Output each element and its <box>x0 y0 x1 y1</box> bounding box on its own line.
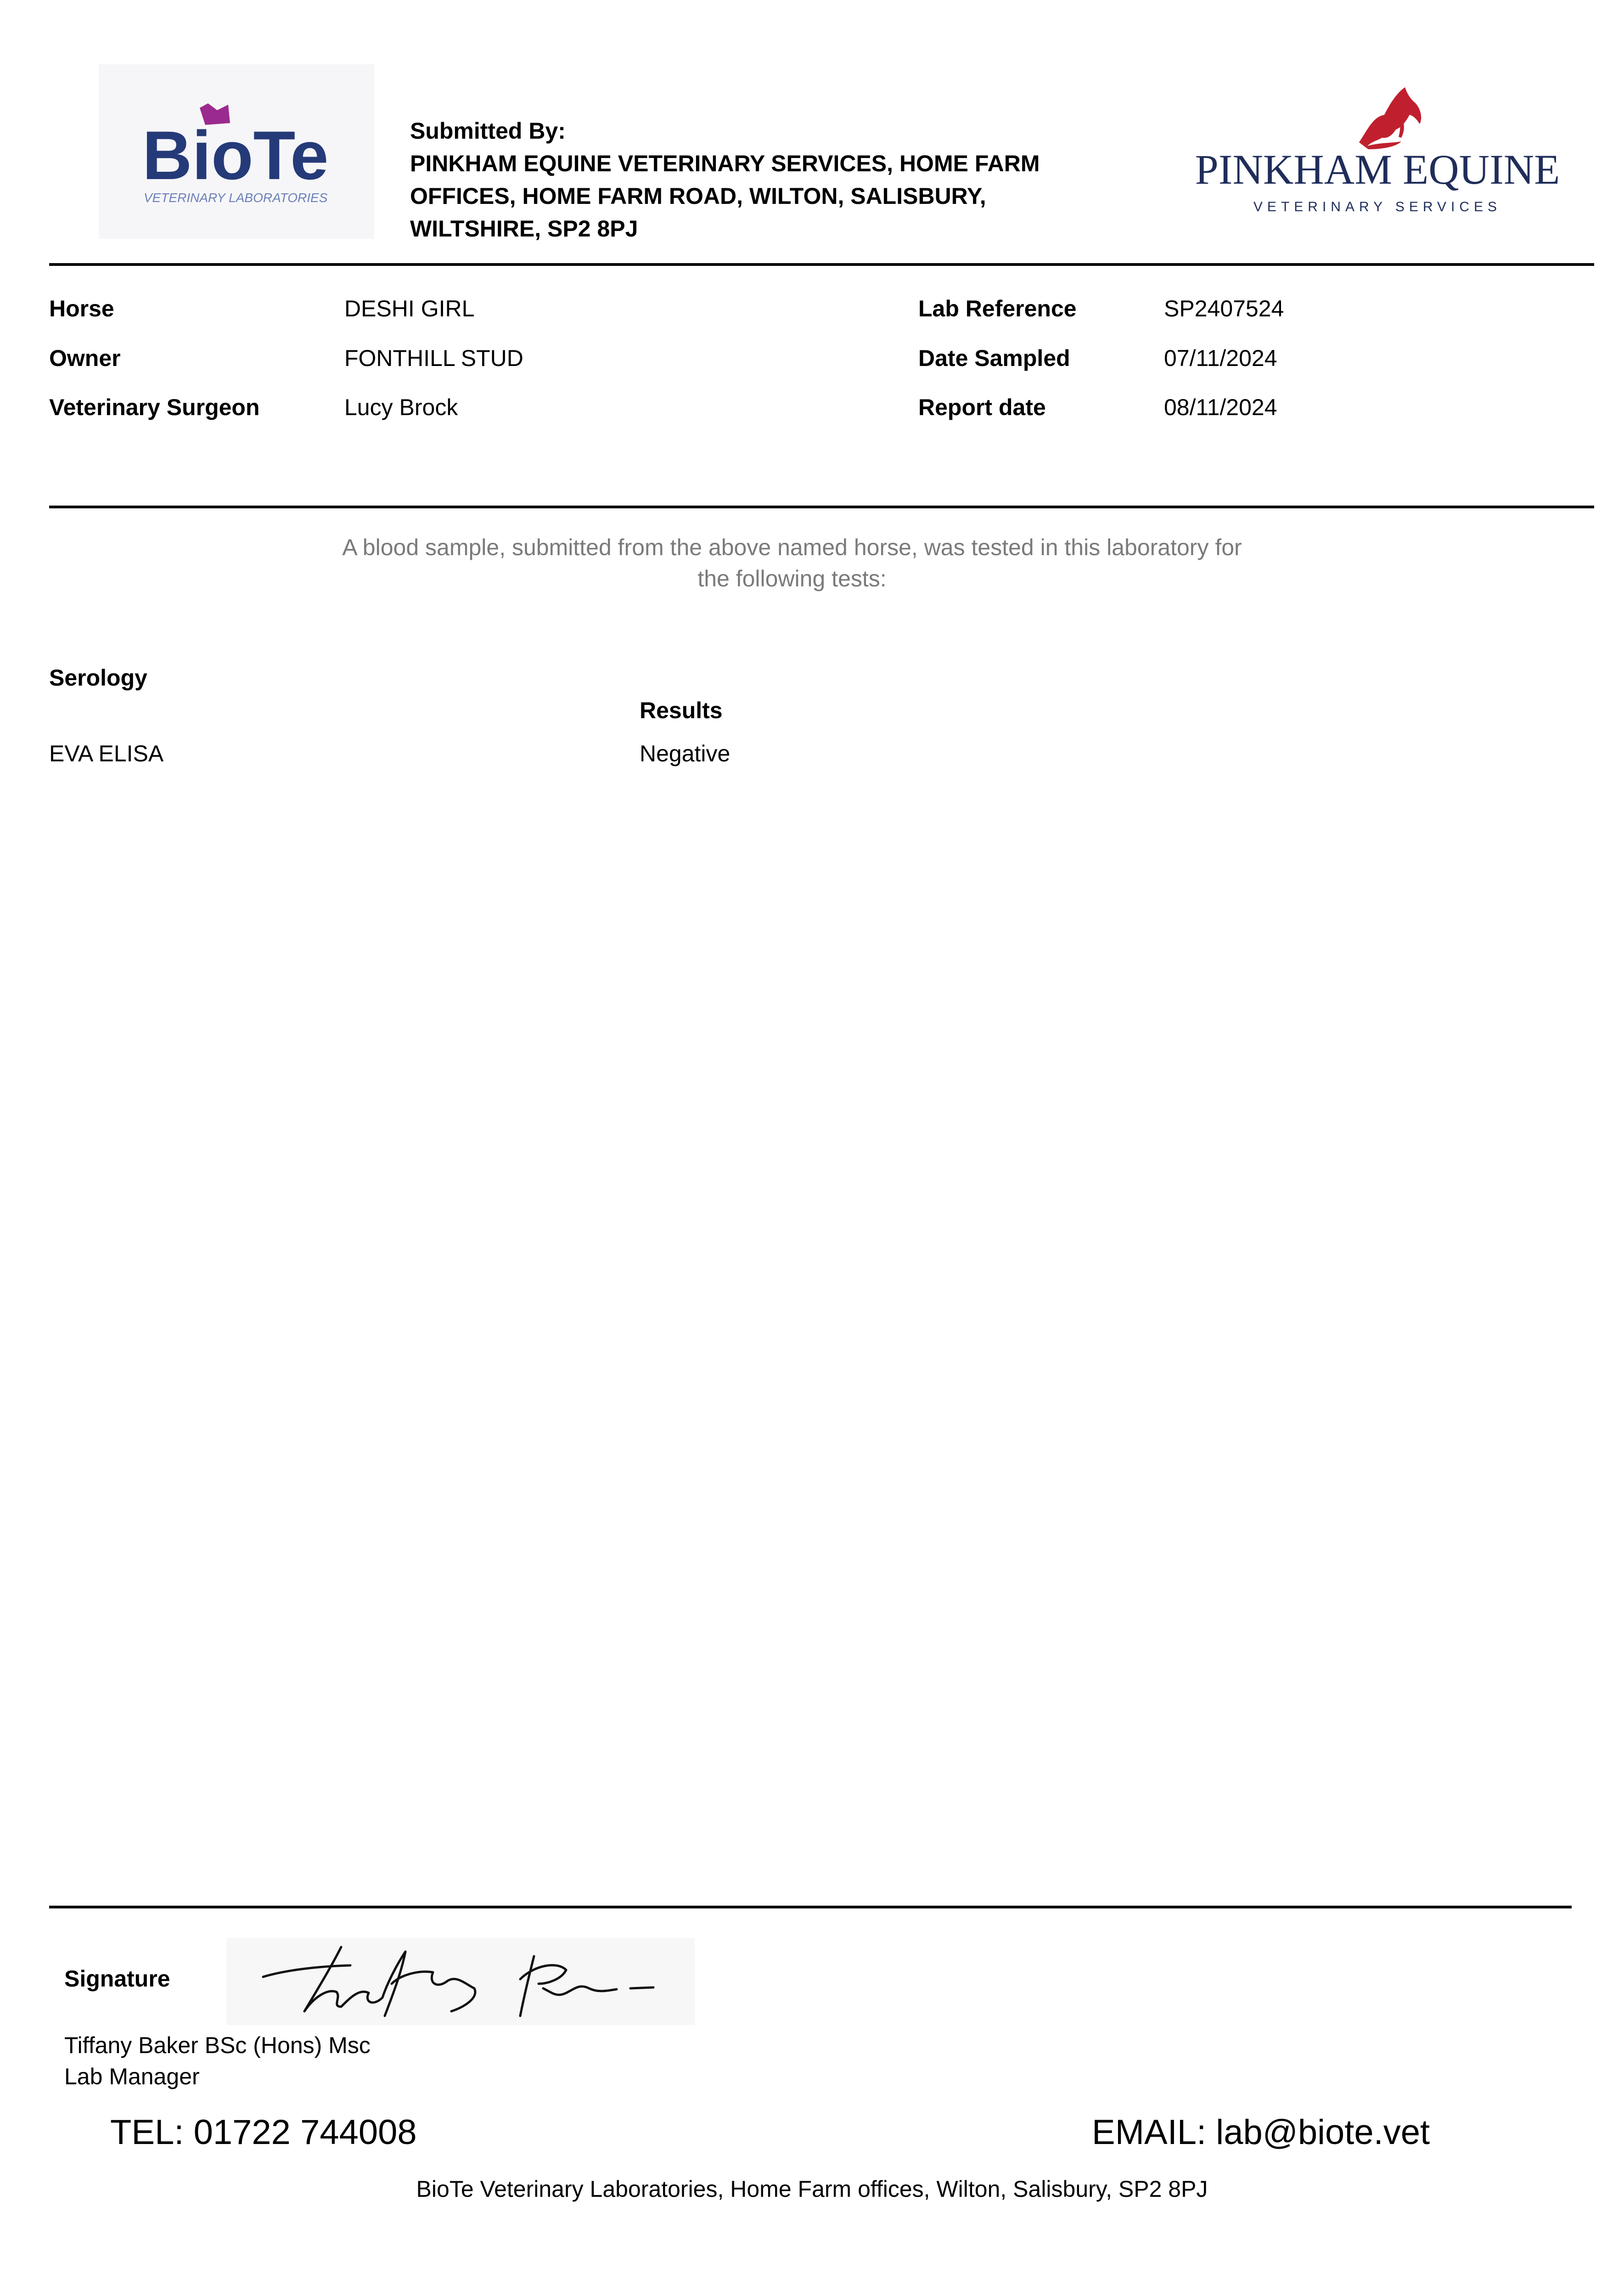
submitted-by-line: WILTSHIRE, SP2 8PJ <box>410 216 638 242</box>
email: EMAIL: lab@biote.vet <box>1092 2113 1430 2152</box>
results-column-header: Results <box>640 698 723 723</box>
date-sampled-value: 07/11/2024 <box>1164 345 1277 371</box>
biote-logo <box>99 64 374 239</box>
submitted-by-label: Submitted By: <box>410 118 566 144</box>
svg-text:BioTe: BioTe <box>142 117 329 194</box>
signature-label: Signature <box>64 1966 170 1992</box>
intro-text <box>275 532 1309 594</box>
owner-label: Owner <box>49 345 121 371</box>
horse-value: DESHI GIRL <box>344 296 475 321</box>
submitted-by-block <box>410 115 1099 245</box>
signer-role: Lab Manager <box>64 2064 200 2089</box>
svg-text:VETERINARY LABORATORIES: VETERINARY LABORATORIES <box>144 191 328 205</box>
section-heading-serology: Serology <box>49 665 147 691</box>
lab-reference-label: Lab Reference <box>918 296 1077 321</box>
report-date-value: 08/11/2024 <box>1164 394 1277 420</box>
owner-value: FONTHILL STUD <box>344 345 523 371</box>
svg-text:PINKHAM EQUINE: PINKHAM EQUINE <box>1195 146 1560 193</box>
divider <box>49 263 1594 266</box>
submitted-by-line: PINKHAM EQUINE VETERINARY SERVICES, HOME FARM <box>410 151 1040 176</box>
signature-image <box>226 1938 695 2025</box>
date-sampled-label: Date Sampled <box>918 345 1070 371</box>
test-result: Negative <box>640 741 731 766</box>
signer-name: Tiffany Baker BSc (Hons) Msc <box>64 2032 371 2058</box>
horse-label: Horse <box>49 296 114 321</box>
vet-value: Lucy Brock <box>344 394 458 420</box>
vet-label: Veterinary Surgeon <box>49 394 260 420</box>
test-name: EVA ELISA <box>49 741 164 766</box>
lab-reference-value: SP2407524 <box>1164 296 1284 321</box>
footer-address: BioTe Veterinary Laboratories, Home Farm offices, Wilton, Salisbury, SP2 8PJ <box>416 2176 1208 2202</box>
divider <box>49 1906 1572 1908</box>
intro-line: A blood sample, submitted from the above named horse, was tested in this laboratory for <box>342 535 1242 560</box>
horse-icon <box>1359 87 1421 149</box>
divider <box>49 506 1594 508</box>
intro-line: the following tests: <box>697 566 887 591</box>
pinkham-equine-logo <box>1195 73 1560 225</box>
svg-text:VETERINARY SERVICES: VETERINARY SERVICES <box>1253 199 1502 214</box>
report-date-label: Report date <box>918 394 1046 420</box>
telephone: TEL: 01722 744008 <box>110 2113 417 2152</box>
submitted-by-line: OFFICES, HOME FARM ROAD, WILTON, SALISBURY, <box>410 183 986 209</box>
